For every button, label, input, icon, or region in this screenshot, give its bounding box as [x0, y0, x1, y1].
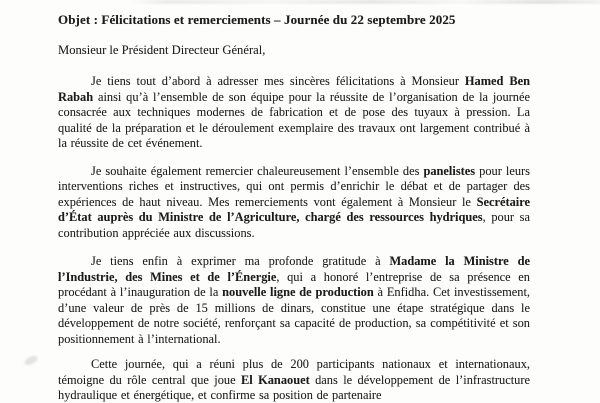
- body-paragraph: [58, 74, 530, 152]
- body-paragraph: [58, 164, 530, 242]
- text-run: Cette journée, qui a réuni plus de 200 participants nationaux et internationaux, témoigne du rôle central que joue: [58, 357, 530, 387]
- bold-text-run: nouvelle ligne de production: [222, 285, 374, 299]
- text-run: Je tiens enfin à exprimer ma profonde gratitude à: [91, 254, 390, 268]
- text-run: , pour sa contribution appréciée aux discussions.: [58, 210, 531, 240]
- text-run: ainsi qu’à l’ensemble de son équipe pour la réussite de l’organisation de la journée consacrée aux techniques modernes de fabrication et de pose des tuyaux à pression. La qualité de la préparation et le déroulement exemplaire des travaux ont largement contribué à la réussite de cet événement.: [58, 89, 530, 150]
- letter-body: [58, 12, 530, 403]
- salutation: Monsieur le Président Directeur Général,: [58, 43, 266, 57]
- scan-artifact-smudge: [23, 354, 39, 367]
- text-run: pour leurs interventions riches et instructives, qui ont permis d’enrichir le débat et de partager des expériences de haut niveau. Mes remerciements vont également à Monsieur le: [58, 163, 530, 209]
- bold-text-run: El Kanaouet: [241, 372, 310, 387]
- bold-text-run: Hamed Ben Rabah: [58, 74, 530, 104]
- bold-text-run: panelistes: [423, 163, 476, 178]
- body-paragraph: [58, 357, 530, 403]
- text-run: Je tiens tout d’abord à adresser mes sincères félicitations à Monsieur: [91, 74, 465, 88]
- bold-text-run: Secrétaire d’État auprès du Ministre de l’Agriculture, chargé des ressources hydriques: [58, 194, 530, 224]
- bold-text-run: Madame la Ministre de l’Industrie, des Mines et de l’Énergie: [58, 254, 530, 284]
- scan-artifact-top: [130, 0, 600, 4]
- body-paragraph: [58, 254, 530, 347]
- text-run: , qui a honoré l’entreprise de sa présence en procédant à l’inauguration de la: [58, 269, 530, 299]
- text-run: dans le développement de l’infrastructure hydraulique et énergétique, et confirme sa position de partenaire: [58, 372, 530, 402]
- text-run: à Enfidha. Cet investissement, d’une valeur de près de 15 millions de dinars, constitue une étape stratégique dans le développement de notre société, renforçant sa capacité de production, sa compétitivité et son positionnement à l’international.: [58, 285, 531, 346]
- subject-line: Objet : Félicitations et remerciements – Journée du 22 septembre 2025: [58, 12, 456, 27]
- text-run: Je souhaite également remercier chaleureusement l’ensemble des: [91, 163, 424, 178]
